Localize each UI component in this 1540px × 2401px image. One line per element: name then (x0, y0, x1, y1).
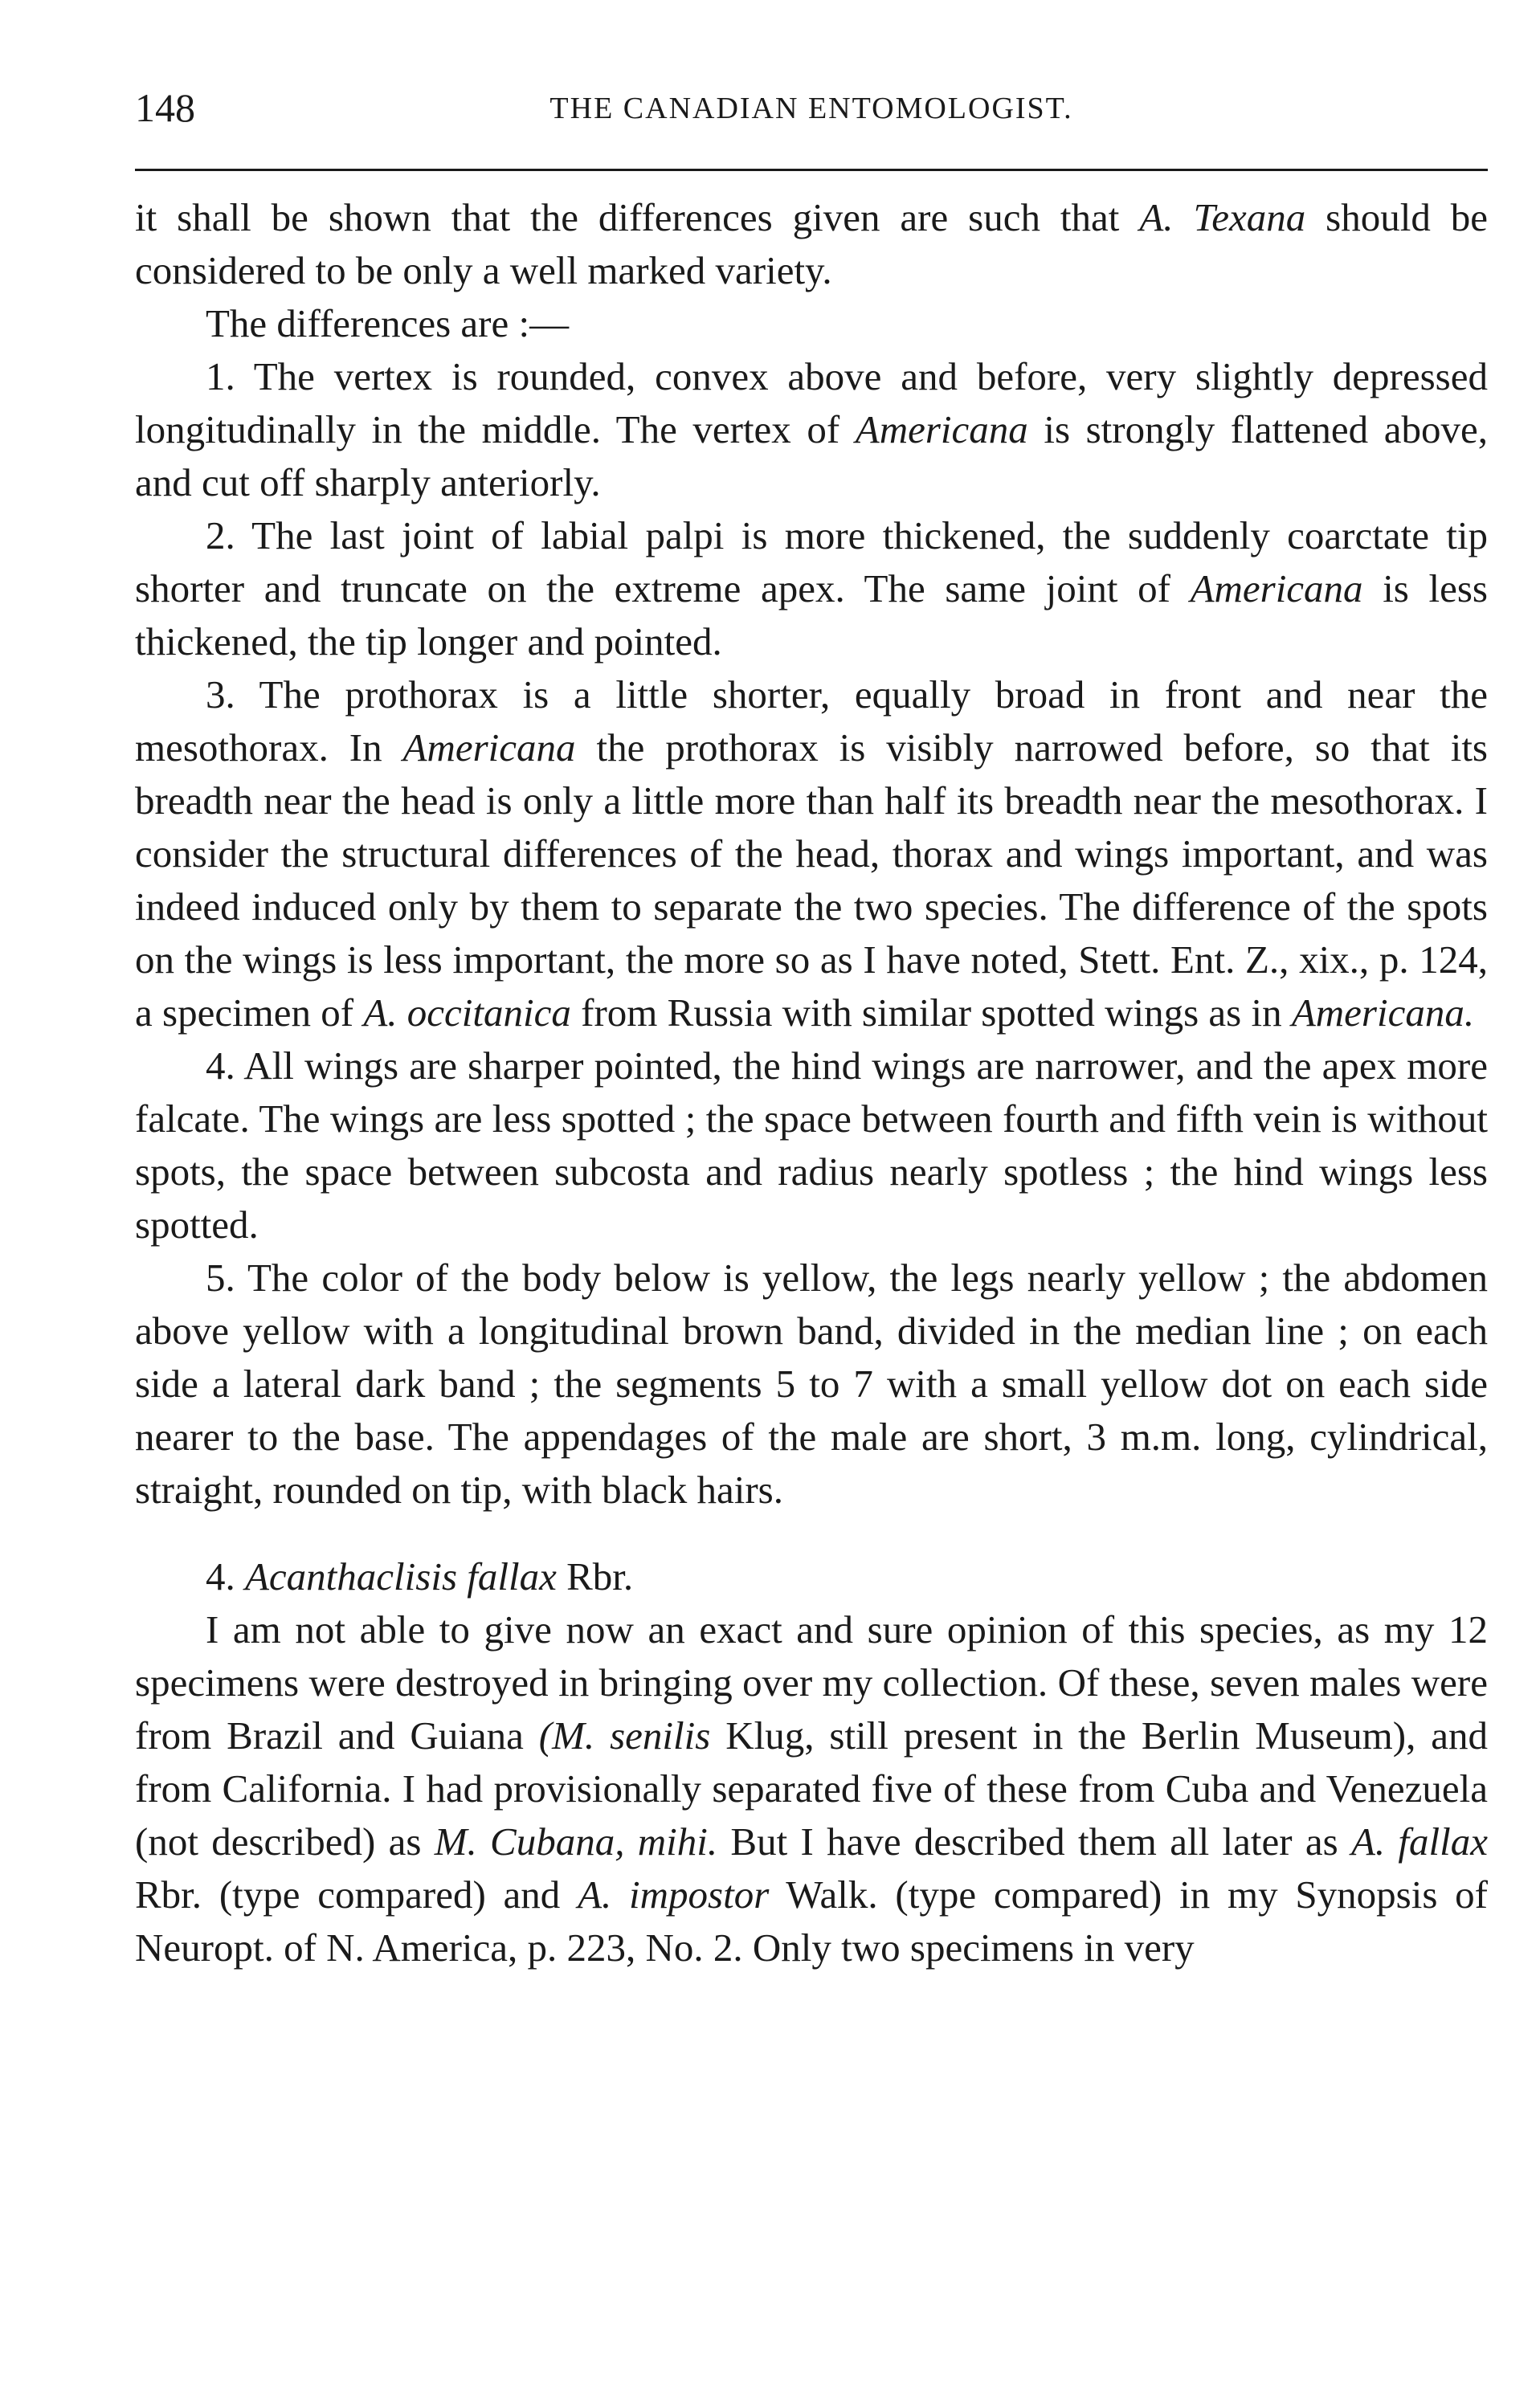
page-number: 148 (135, 85, 195, 130)
paragraph-difference-3: 3. The prothorax is a little shorter, equally broad in front and near the mesothorax. In Americana the prothorax is visibly narrowed before, so that its breadth near the head is only a little more than half its breadth near the mesothorax. I consider the structural differences of the head, thorax and wings important, and was indeed induced only by them to separate the two species. The difference of the spots on the wings is less important, the more so as I have noted, Stett. Ent. Z., xix., p. 124, a specimen of A. occitanica from Russia with similar spotted wings as in Americana. (135, 672, 1488, 1035)
paragraph-difference-2: 2. The last joint of labial palpi is more thickened, the suddenly coarctate tip shorter and truncate on the extreme apex. The same joint of Americana is less thickened, the tip longer and pointed. (135, 513, 1489, 664)
paragraph-species-notes: I am not able to give now an exact and sure opinion of this species, as my 12 specimens were destroyed in bringing over my collection. Of these, seven males were from Brazil and Guiana (M. senilis Klug, still present in the Berlin Museum), and from California. I had provisionally separated five of these from Cuba and Venezuela (not described) as M. Cubana, mihi. But I have described them all later as A. fallax Rbr. (type compared) and A. impostor Walk. (type compared) in my Synopsis of Neuropt. of N. America, p. 223, No. 2. Only two specimens in very (135, 1607, 1489, 1970)
paragraph-continuation: it shall be shown that the differences given are such that A. Texana should be considered to be only a well marked variety. (135, 195, 1489, 292)
body-text (135, 191, 1488, 1974)
page-header (135, 84, 1488, 132)
paragraph-difference-1: 1. The vertex is rounded, convex above and before, very slightly depressed longitudinally in the middle. The vertex of Americana is strongly flattened above, and cut off sharply anteriorly. (135, 354, 1488, 504)
paragraph-difference-4: 4. All wings are sharper pointed, the hind wings are narrower, and the apex more falcate. The wings are less spotted ; the space between fourth and fifth vein is without spots, the space between subcosta and radius nearly spotless ; the hind wings less spotted. (135, 1043, 1488, 1247)
running-title: THE CANADIAN ENTOMOLOGIST. (549, 92, 1073, 125)
header-rule (135, 169, 1488, 171)
paragraph-differences-intro: The differences are :— (206, 301, 570, 345)
paragraph-difference-5: 5. The color of the body below is yellow, the legs nearly yellow ; the abdomen above yellow with a longitudinal brown band, divided in the median line ; on each side a lateral dark band ; the segments 5 to 7 with a small yellow dot on each side nearer to the base. The appendages of the male are short, 3 m.m. long, cylindrical, straight, rounded on tip, with black hairs. (135, 1256, 1488, 1512)
species-heading: 4. Acanthaclisis fallax Rbr. (206, 1554, 634, 1599)
